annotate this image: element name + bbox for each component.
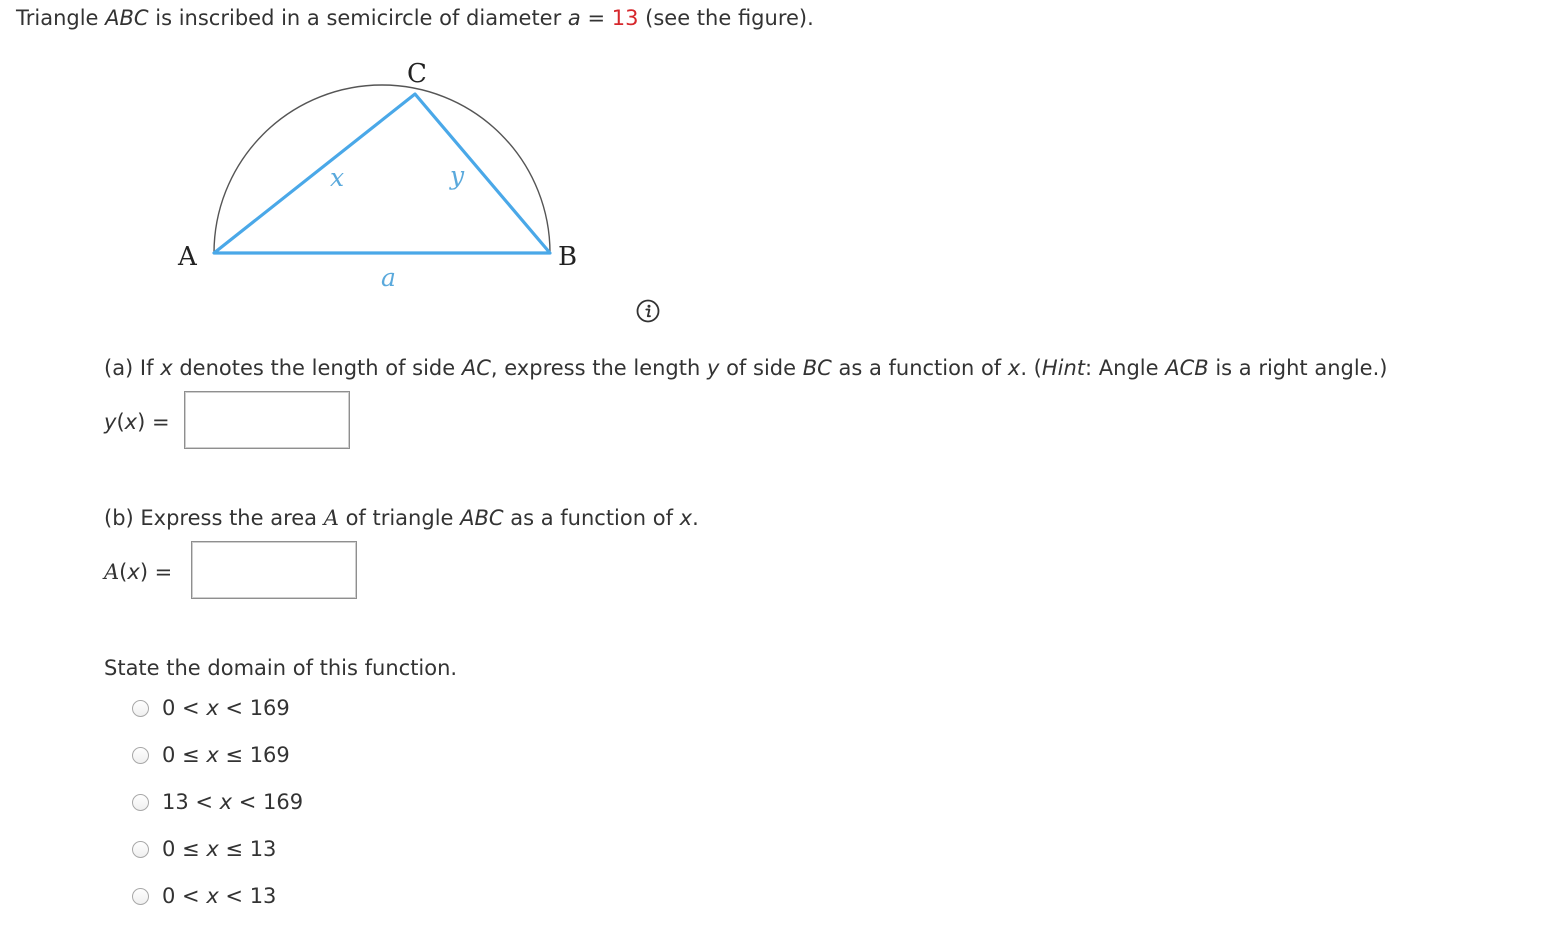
diameter-variable: a bbox=[567, 6, 581, 30]
part-a-answer-input[interactable] bbox=[184, 391, 350, 449]
domain-option[interactable]: 0 ≤ x ≤ 169 bbox=[132, 742, 290, 768]
triangle-abc bbox=[214, 94, 550, 253]
radio-button[interactable] bbox=[132, 700, 149, 717]
part-a-question: (a) If x denotes the length of side AC, express the length y of side BC as a function of x. (Hint: Angle ACB is a right angle.) bbox=[104, 356, 1388, 380]
side-x-label: x bbox=[330, 163, 345, 192]
part-b-answer-input[interactable] bbox=[191, 541, 357, 599]
side-a-label: a bbox=[381, 263, 396, 292]
vertex-c-label: C bbox=[407, 59, 427, 89]
side-y-label: y bbox=[450, 161, 465, 190]
domain-option[interactable]: 13 < x < 169 bbox=[132, 789, 303, 815]
radio-button[interactable] bbox=[132, 747, 149, 764]
part-b-function-label: A(x) = bbox=[104, 560, 173, 584]
part-b-question: (b) Express the area A of triangle ABC as a function of x. bbox=[104, 506, 699, 530]
domain-prompt: State the domain of this function. bbox=[104, 656, 458, 680]
domain-option[interactable]: 0 < x < 13 bbox=[132, 883, 276, 909]
problem-statement: Triangle ABC is inscribed in a semicircle of diameter a = 13 (see the figure). bbox=[16, 6, 814, 30]
semicircle-arc bbox=[214, 85, 550, 253]
vertex-b-label: B bbox=[558, 242, 578, 272]
radio-button[interactable] bbox=[132, 794, 149, 811]
domain-option[interactable]: 0 ≤ x ≤ 13 bbox=[132, 836, 276, 862]
triangle-name: ABC bbox=[105, 6, 149, 30]
radio-button[interactable] bbox=[132, 841, 149, 858]
diameter-value: 13 bbox=[611, 6, 639, 30]
vertex-a-label: A bbox=[178, 242, 197, 272]
domain-option[interactable]: 0 < x < 169 bbox=[132, 695, 290, 721]
part-a-function-label: y(x) = bbox=[104, 410, 170, 434]
area-symbol: A bbox=[323, 506, 339, 530]
semicircle-triangle-figure bbox=[170, 52, 590, 297]
info-icon[interactable] bbox=[636, 299, 660, 323]
radio-button[interactable] bbox=[132, 888, 149, 905]
